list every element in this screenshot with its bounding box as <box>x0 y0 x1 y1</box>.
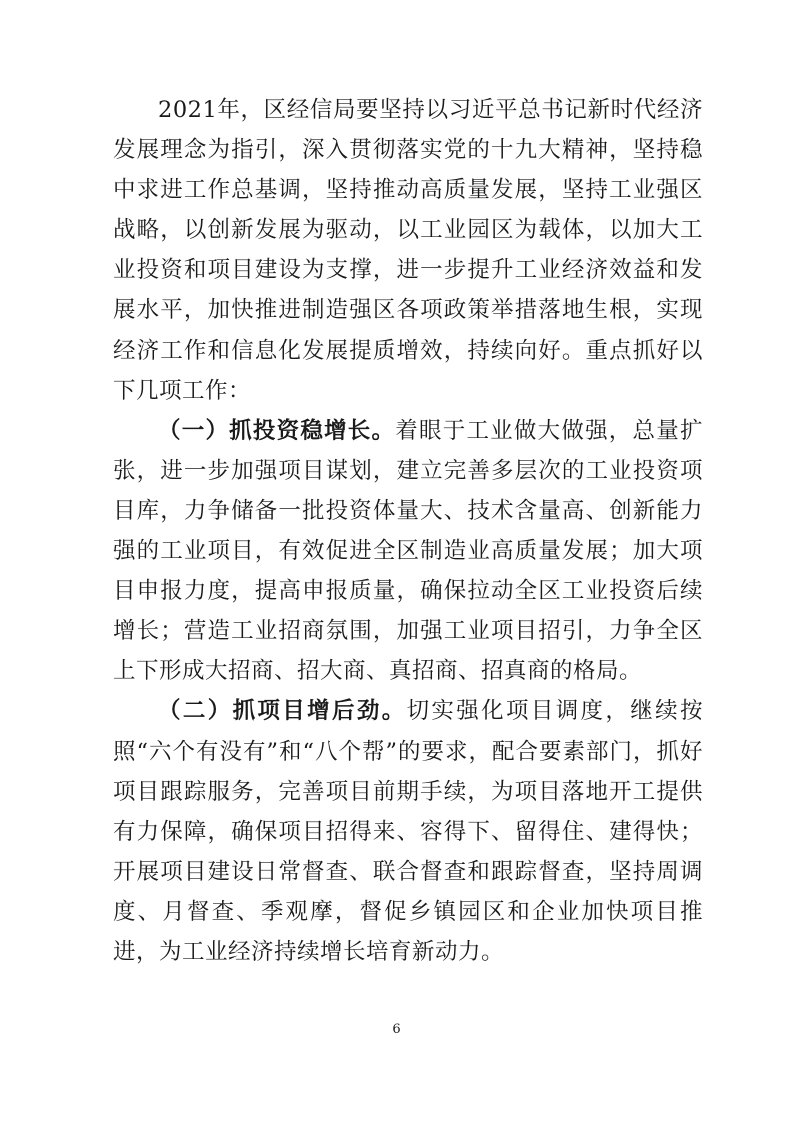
paragraph-text: 2021年，区经信局要坚持以习近平总书记新时代经济发展理念为指引，深入贯彻落实党的十九大精神，坚持稳中求进工作总基调，坚持推动高质量发展，坚持工业强区战略，以创新发展为驱动，以工业园区为载体，以加大工业投资和项目建设为支撑，进一步提升工业经济效益和发展水平，加快推进制造强区各项政策举措落地生根，实现经济工作和信息化发展提质增效，持续向好。重点抓好以下几项工作： <box>113 97 703 404</box>
paragraph-section-2 <box>113 691 703 972</box>
section-heading: （二）抓项目增后劲。 <box>158 698 407 725</box>
page-number: 6 <box>392 1022 401 1037</box>
body-text <box>113 90 703 972</box>
paragraph-section-1 <box>113 411 703 692</box>
paragraph-intro <box>113 90 703 411</box>
section-heading: （一）抓投资稳增长。 <box>158 417 396 444</box>
paragraph-text: 着眼于工业做大做强，总量扩张，进一步加强项目谋划，建立完善多层次的工业投资项目库，力争储备一批投资体量大、技术含量高、创新能力强的工业项目，有效促进全区制造业高质量发展；加大项目申报力度，提高申报质量，确保拉动全区工业投资后续增长；营造工业招商氛围，加强工业项目招引，力争全区上下形成大招商、招大商、真招商、招真商的格局。 <box>113 417 703 685</box>
paragraph-text: 切实强化项目调度，继续按照“六个有没有”和“八个帮”的要求，配合要素部门，抓好项目跟踪服务，完善项目前期手续，为项目落地开工提供有力保障，确保项目招得来、容得下、留得住、建得快；开展项目建设日常督查、联合督查和跟踪督查，坚持周调度、月督查、季观摩，督促乡镇园区和企业加快项目推进，为工业经济持续增长培育新动力。 <box>113 698 703 965</box>
